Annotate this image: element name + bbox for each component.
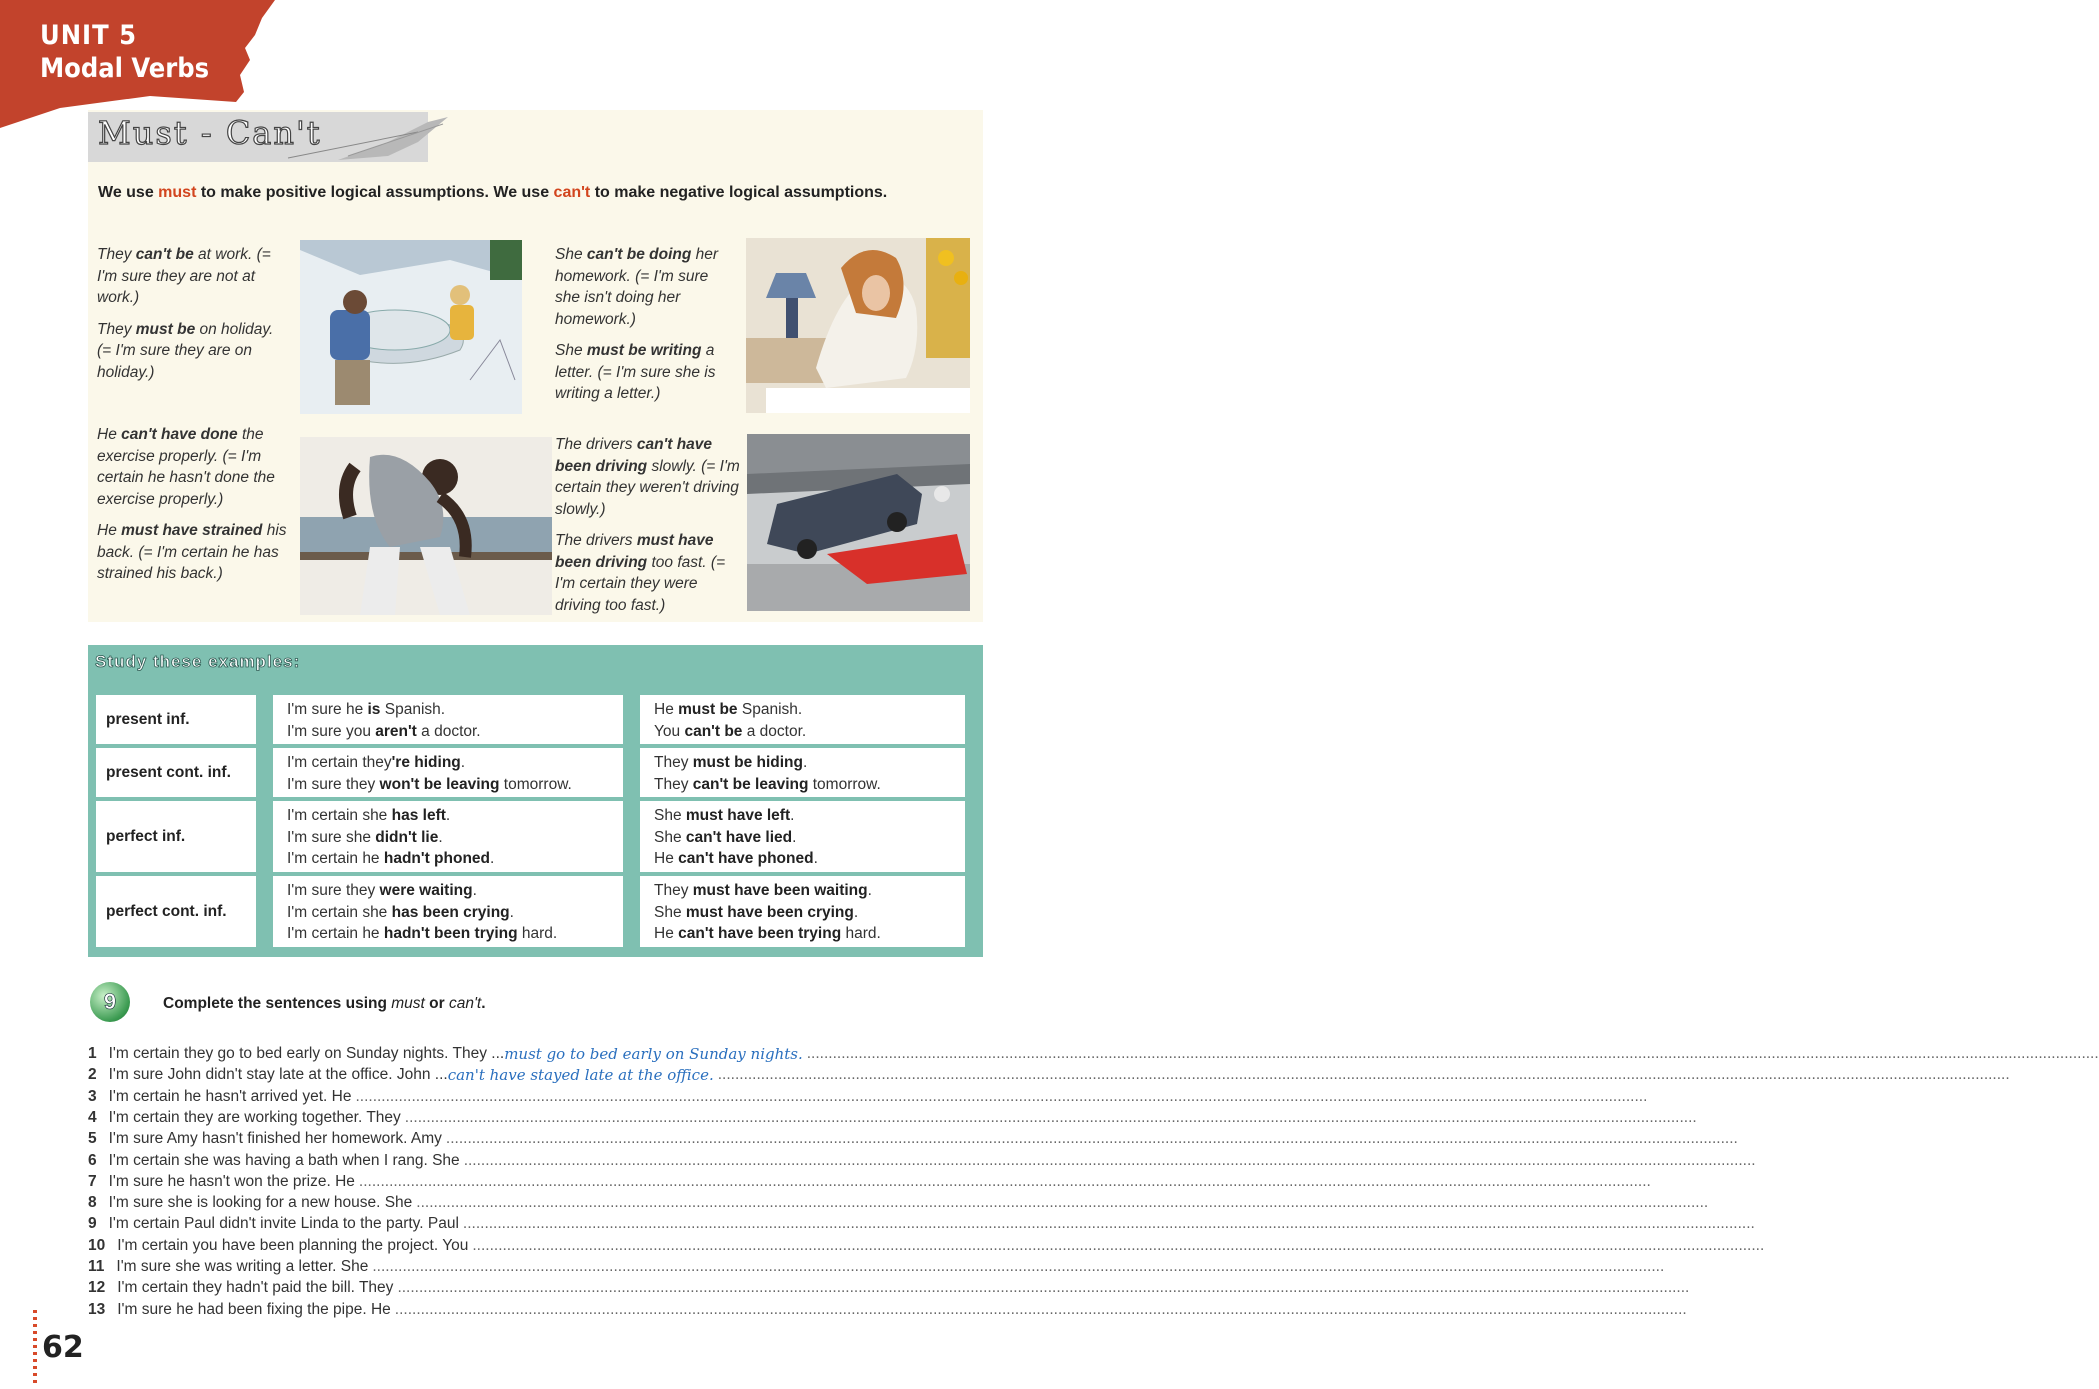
- study-line: [287, 699, 609, 721]
- example-text: on holiday. (= I'm sure they are on holiday.): [97, 320, 274, 381]
- example-text: They: [97, 246, 136, 263]
- study-text: Spanish.: [380, 701, 446, 718]
- study-modal: must have been waiting: [692, 882, 868, 899]
- photo-car-crash: [747, 434, 970, 611]
- study-modal: has been crying: [391, 903, 510, 921]
- study-line: [287, 774, 609, 796]
- study-row-certain: [273, 748, 623, 797]
- example-modal: must have been driving: [555, 532, 714, 571]
- example-holiday: [97, 244, 287, 393]
- study-text: I'm certain they: [287, 754, 392, 771]
- item-number: 11: [88, 1258, 105, 1275]
- unit-title: [40, 20, 209, 84]
- example-text: the exercise properly. (= I'm certain he hasn't done the exercise properly.): [97, 426, 275, 508]
- example-text: slowly. (= I'm certain they weren't driving slowly.): [555, 457, 740, 518]
- example-sentence: [555, 244, 735, 330]
- study-modal: won't be leaving: [379, 775, 500, 793]
- study-line: [654, 752, 951, 774]
- study-modal: 're hiding: [391, 754, 461, 771]
- study-modal: were waiting: [379, 882, 473, 899]
- example-sentence: [97, 319, 287, 384]
- study-modal: must have been crying: [685, 903, 854, 921]
- item-question: I'm sure John didn't stay late at the office. John ...: [108, 1066, 448, 1084]
- study-line: [287, 721, 609, 743]
- example-text: at work. (= I'm sure they are not at work.): [97, 246, 271, 306]
- study-line: [287, 923, 609, 945]
- study-text: a doctor.: [416, 722, 481, 740]
- study-text: .: [867, 882, 872, 899]
- study-modal: didn't lie: [375, 828, 439, 846]
- study-modal: can't have been trying: [678, 925, 842, 942]
- section-title: Must - Can't: [98, 114, 322, 152]
- study-text: .: [445, 807, 451, 824]
- study-text: I'm certain he: [287, 850, 384, 867]
- answer-blank-dots[interactable]: ............................................................................................................................................................................................................................................................................................................: [397, 1279, 1690, 1297]
- study-text: .: [490, 850, 495, 867]
- study-text: I'm certain he: [287, 925, 384, 942]
- exercise-item: [88, 1300, 1687, 1322]
- item-question: I'm certain you have been planning the project. You: [117, 1236, 469, 1254]
- example-text: her homework. (= I'm sure she isn't doing her homework.): [555, 246, 719, 328]
- item-question: I'm sure Amy hasn't finished her homework. Amy: [108, 1130, 442, 1148]
- exercise-item: [88, 1066, 2010, 1087]
- exercise-item: [88, 1279, 1690, 1300]
- cant-keyword: can't: [553, 184, 591, 201]
- study-text: .: [853, 903, 859, 921]
- exercise-item: [88, 1236, 1765, 1258]
- study-line: [654, 902, 951, 924]
- study-line: [287, 880, 609, 902]
- unit-number: UNIT 5: [40, 20, 138, 51]
- item-number: 5: [88, 1130, 97, 1148]
- study-row-certain: [273, 695, 623, 744]
- photo-man-back-pain: [300, 437, 552, 615]
- exercise-item: [88, 1045, 2099, 1066]
- item-question: I'm sure she is looking for a new house. She: [108, 1194, 413, 1212]
- study-row-certain: [273, 801, 623, 872]
- example-homework: [555, 244, 735, 415]
- study-line: [654, 805, 951, 827]
- example-sentence: [97, 424, 292, 510]
- study-text: hard.: [841, 925, 881, 942]
- study-row-label: perfect inf.: [96, 801, 256, 872]
- study-modal: can't have phoned: [678, 850, 814, 867]
- study-line: [654, 880, 951, 902]
- page-dots: [33, 1310, 37, 1385]
- study-line: [654, 848, 951, 870]
- example-text: She: [555, 246, 587, 263]
- study-row-modal: [640, 876, 965, 947]
- study-text: I'm sure you: [287, 722, 376, 740]
- example-modal: can't be doing: [586, 246, 692, 263]
- study-text: .: [802, 754, 808, 771]
- page-number: 62: [42, 1330, 84, 1365]
- example-modal: must be writing: [586, 342, 702, 359]
- study-line: [287, 752, 609, 774]
- exercise-item: [88, 1151, 1756, 1173]
- exercise-item: [88, 1215, 1755, 1236]
- answer-blank-dots[interactable]: ............................................................................................................................................................................................................................................................................................................: [462, 1215, 1755, 1233]
- item-number: 7: [88, 1172, 97, 1190]
- study-line: [287, 805, 609, 827]
- answer-blank-dots[interactable]: ............................................................................................................................................................................................................................................................................................................: [355, 1087, 1648, 1105]
- answer-blank-dots[interactable]: ............................................................................................................................................................................................................................................................................................................: [372, 1258, 1665, 1275]
- study-line: [654, 699, 951, 721]
- item-number: 9: [88, 1215, 97, 1233]
- study-text: He: [654, 701, 679, 718]
- example-sentence: [97, 244, 287, 309]
- exercise-item: [88, 1194, 1709, 1215]
- study-text: I'm certain she: [287, 807, 392, 824]
- exercise-item: [88, 1130, 1738, 1151]
- example-drivers: [555, 434, 740, 626]
- study-text: .: [472, 882, 477, 899]
- must-keyword: must: [158, 184, 197, 201]
- item-question: I'm sure he had been fixing the pipe. He: [117, 1300, 391, 1318]
- answer-blank-dots[interactable]: ............................................................................................................................................................................................................................................................................................................: [463, 1151, 1756, 1169]
- exercise-item: [88, 1172, 1651, 1194]
- study-modal: can't be: [684, 722, 743, 740]
- study-text: He: [654, 850, 679, 867]
- answer-blank-dots[interactable]: ............................................................................................................................................................................................................................................................................................................: [394, 1300, 1687, 1318]
- study-modal: has left: [391, 807, 446, 824]
- study-text: She: [654, 828, 686, 846]
- study-text: Spanish.: [737, 701, 803, 718]
- example-modal: must have strained: [121, 522, 263, 539]
- study-line: [654, 923, 951, 945]
- answer-blank-dots[interactable]: ............................................................................................................................................................................................................................................................................................................: [717, 1066, 2010, 1084]
- example-sentence: [97, 520, 292, 585]
- example-text: He: [97, 522, 122, 539]
- item-number: 1: [88, 1045, 97, 1062]
- study-text: I'm sure he: [287, 701, 368, 718]
- study-text: .: [813, 850, 818, 867]
- study-line: [654, 774, 951, 796]
- answer-blank-dots[interactable]: ............................................................................................................................................................................................................................................................................................................: [445, 1130, 1738, 1148]
- item-question: I'm certain Paul didn't invite Linda to the party. Paul: [108, 1215, 459, 1233]
- example-text: The drivers: [555, 532, 637, 549]
- study-line: [287, 848, 609, 870]
- study-text: tomorrow.: [808, 775, 881, 793]
- item-answer: can't have stayed late at the office.: [447, 1066, 714, 1085]
- study-row-modal: [640, 801, 965, 872]
- example-modal: must be: [135, 320, 196, 338]
- study-row-label: present inf.: [96, 695, 256, 744]
- example-modal: can't have been driving: [555, 436, 713, 475]
- study-text: .: [509, 903, 514, 921]
- item-number: 6: [88, 1151, 97, 1169]
- answer-blank-dots[interactable]: ............................................................................................................................................................................................................................................................................................................: [416, 1194, 1709, 1212]
- item-number: 12: [88, 1279, 106, 1297]
- photo-woman-writing: [746, 238, 970, 413]
- study-modal: must be: [678, 701, 738, 718]
- answer-blank-dots[interactable]: ............................................................................................................................................................................................................................................................................................................: [472, 1236, 1765, 1254]
- example-text: He: [97, 426, 122, 443]
- study-text: a doctor.: [742, 722, 807, 740]
- study-modal: must be hiding: [692, 754, 803, 771]
- study-modal: can't have lied: [685, 828, 793, 846]
- study-text: .: [792, 828, 797, 846]
- study-text: She: [654, 903, 686, 921]
- study-text: You: [654, 722, 685, 740]
- example-back: [97, 424, 292, 595]
- study-text: I'm sure they: [287, 775, 380, 793]
- study-text: .: [790, 807, 795, 824]
- study-modal: can't be leaving: [692, 775, 809, 793]
- example-text: too fast. (= I'm certain they were driving too fast.): [555, 553, 726, 614]
- exercise-item: [88, 1258, 1665, 1279]
- unit-topic: Modal Verbs: [40, 53, 210, 84]
- study-text: .: [438, 828, 443, 846]
- study-text: They: [654, 754, 693, 771]
- study-text: hard.: [517, 925, 558, 942]
- study-line: [287, 827, 609, 849]
- item-question: I'm certain she was having a bath when I rang. She: [108, 1151, 460, 1169]
- item-number: 3: [88, 1087, 97, 1105]
- answer-blank-dots[interactable]: ............................................................................................................................................................................................................................................................................................................: [358, 1172, 1651, 1190]
- item-number: 13: [88, 1300, 106, 1318]
- study-modal: hadn't been trying: [383, 925, 518, 942]
- item-question: I'm sure he hasn't won the prize. He: [108, 1172, 355, 1190]
- study-line: [287, 902, 609, 924]
- study-text: She: [654, 807, 686, 824]
- item-answer: must go to bed early on Sunday nights.: [504, 1045, 803, 1063]
- study-line: [654, 721, 951, 743]
- item-question: I'm certain they hadn't paid the bill. They: [117, 1279, 394, 1297]
- study-modal: is: [367, 701, 381, 718]
- study-text: They: [654, 775, 693, 793]
- item-number: 8: [88, 1194, 97, 1212]
- study-text: He: [654, 925, 679, 942]
- example-text: They: [97, 320, 136, 338]
- study-row-certain: [273, 876, 623, 947]
- study-text: I'm sure they: [287, 882, 380, 899]
- intro-sentence: We use must to make positive logical assumptions. We use can't to make negative logical assumptions.: [98, 184, 888, 201]
- example-text: She: [555, 342, 587, 359]
- study-text: tomorrow.: [499, 775, 572, 793]
- example-sentence: [555, 340, 735, 405]
- example-modal: can't have done: [121, 426, 238, 443]
- study-modal: aren't: [375, 722, 417, 740]
- exercise-instruction: Complete the sentences using must or can't.: [163, 995, 486, 1012]
- item-question: I'm sure she was writing a letter. She: [116, 1258, 369, 1275]
- study-title: Study these examples:: [95, 652, 301, 671]
- study-text: I'm sure she: [287, 828, 376, 846]
- exercise-item: [88, 1108, 1697, 1130]
- example-text: a letter. (= I'm sure she is writing a letter.): [555, 342, 716, 402]
- study-modal: hadn't phoned: [383, 850, 491, 867]
- example-sentence: [555, 434, 740, 520]
- item-question: I'm certain they are working together. They: [108, 1108, 401, 1126]
- item-number: 4: [88, 1108, 97, 1126]
- study-row-label: present cont. inf.: [96, 748, 256, 797]
- study-text: They: [654, 882, 693, 899]
- study-text: .: [460, 754, 466, 771]
- item-question: I'm certain they go to bed early on Sunday nights. They ...: [108, 1045, 505, 1062]
- photo-holiday: [300, 240, 522, 414]
- study-modal: must have left: [685, 807, 791, 824]
- example-modal: can't be: [135, 246, 194, 263]
- study-text: I'm certain she: [287, 903, 392, 921]
- study-row-label: perfect cont. inf.: [96, 876, 256, 947]
- exercise-number-badge: 9: [90, 982, 130, 1022]
- example-text: his back. (= I'm certain he has strained his back.): [97, 522, 287, 582]
- study-row-modal: [640, 748, 965, 797]
- example-sentence: [555, 530, 740, 616]
- item-number: 2: [88, 1066, 97, 1084]
- answer-blank-dots[interactable]: ............................................................................................................................................................................................................................................................................................................: [806, 1045, 2099, 1062]
- item-number: 10: [88, 1236, 106, 1254]
- example-text: The drivers: [555, 436, 637, 453]
- item-question: I'm certain he hasn't arrived yet. He: [108, 1087, 352, 1105]
- exercise-item: [88, 1087, 1648, 1109]
- study-row-modal: [640, 695, 965, 744]
- study-line: [654, 827, 951, 849]
- answer-blank-dots[interactable]: ............................................................................................................................................................................................................................................................................................................: [404, 1108, 1697, 1126]
